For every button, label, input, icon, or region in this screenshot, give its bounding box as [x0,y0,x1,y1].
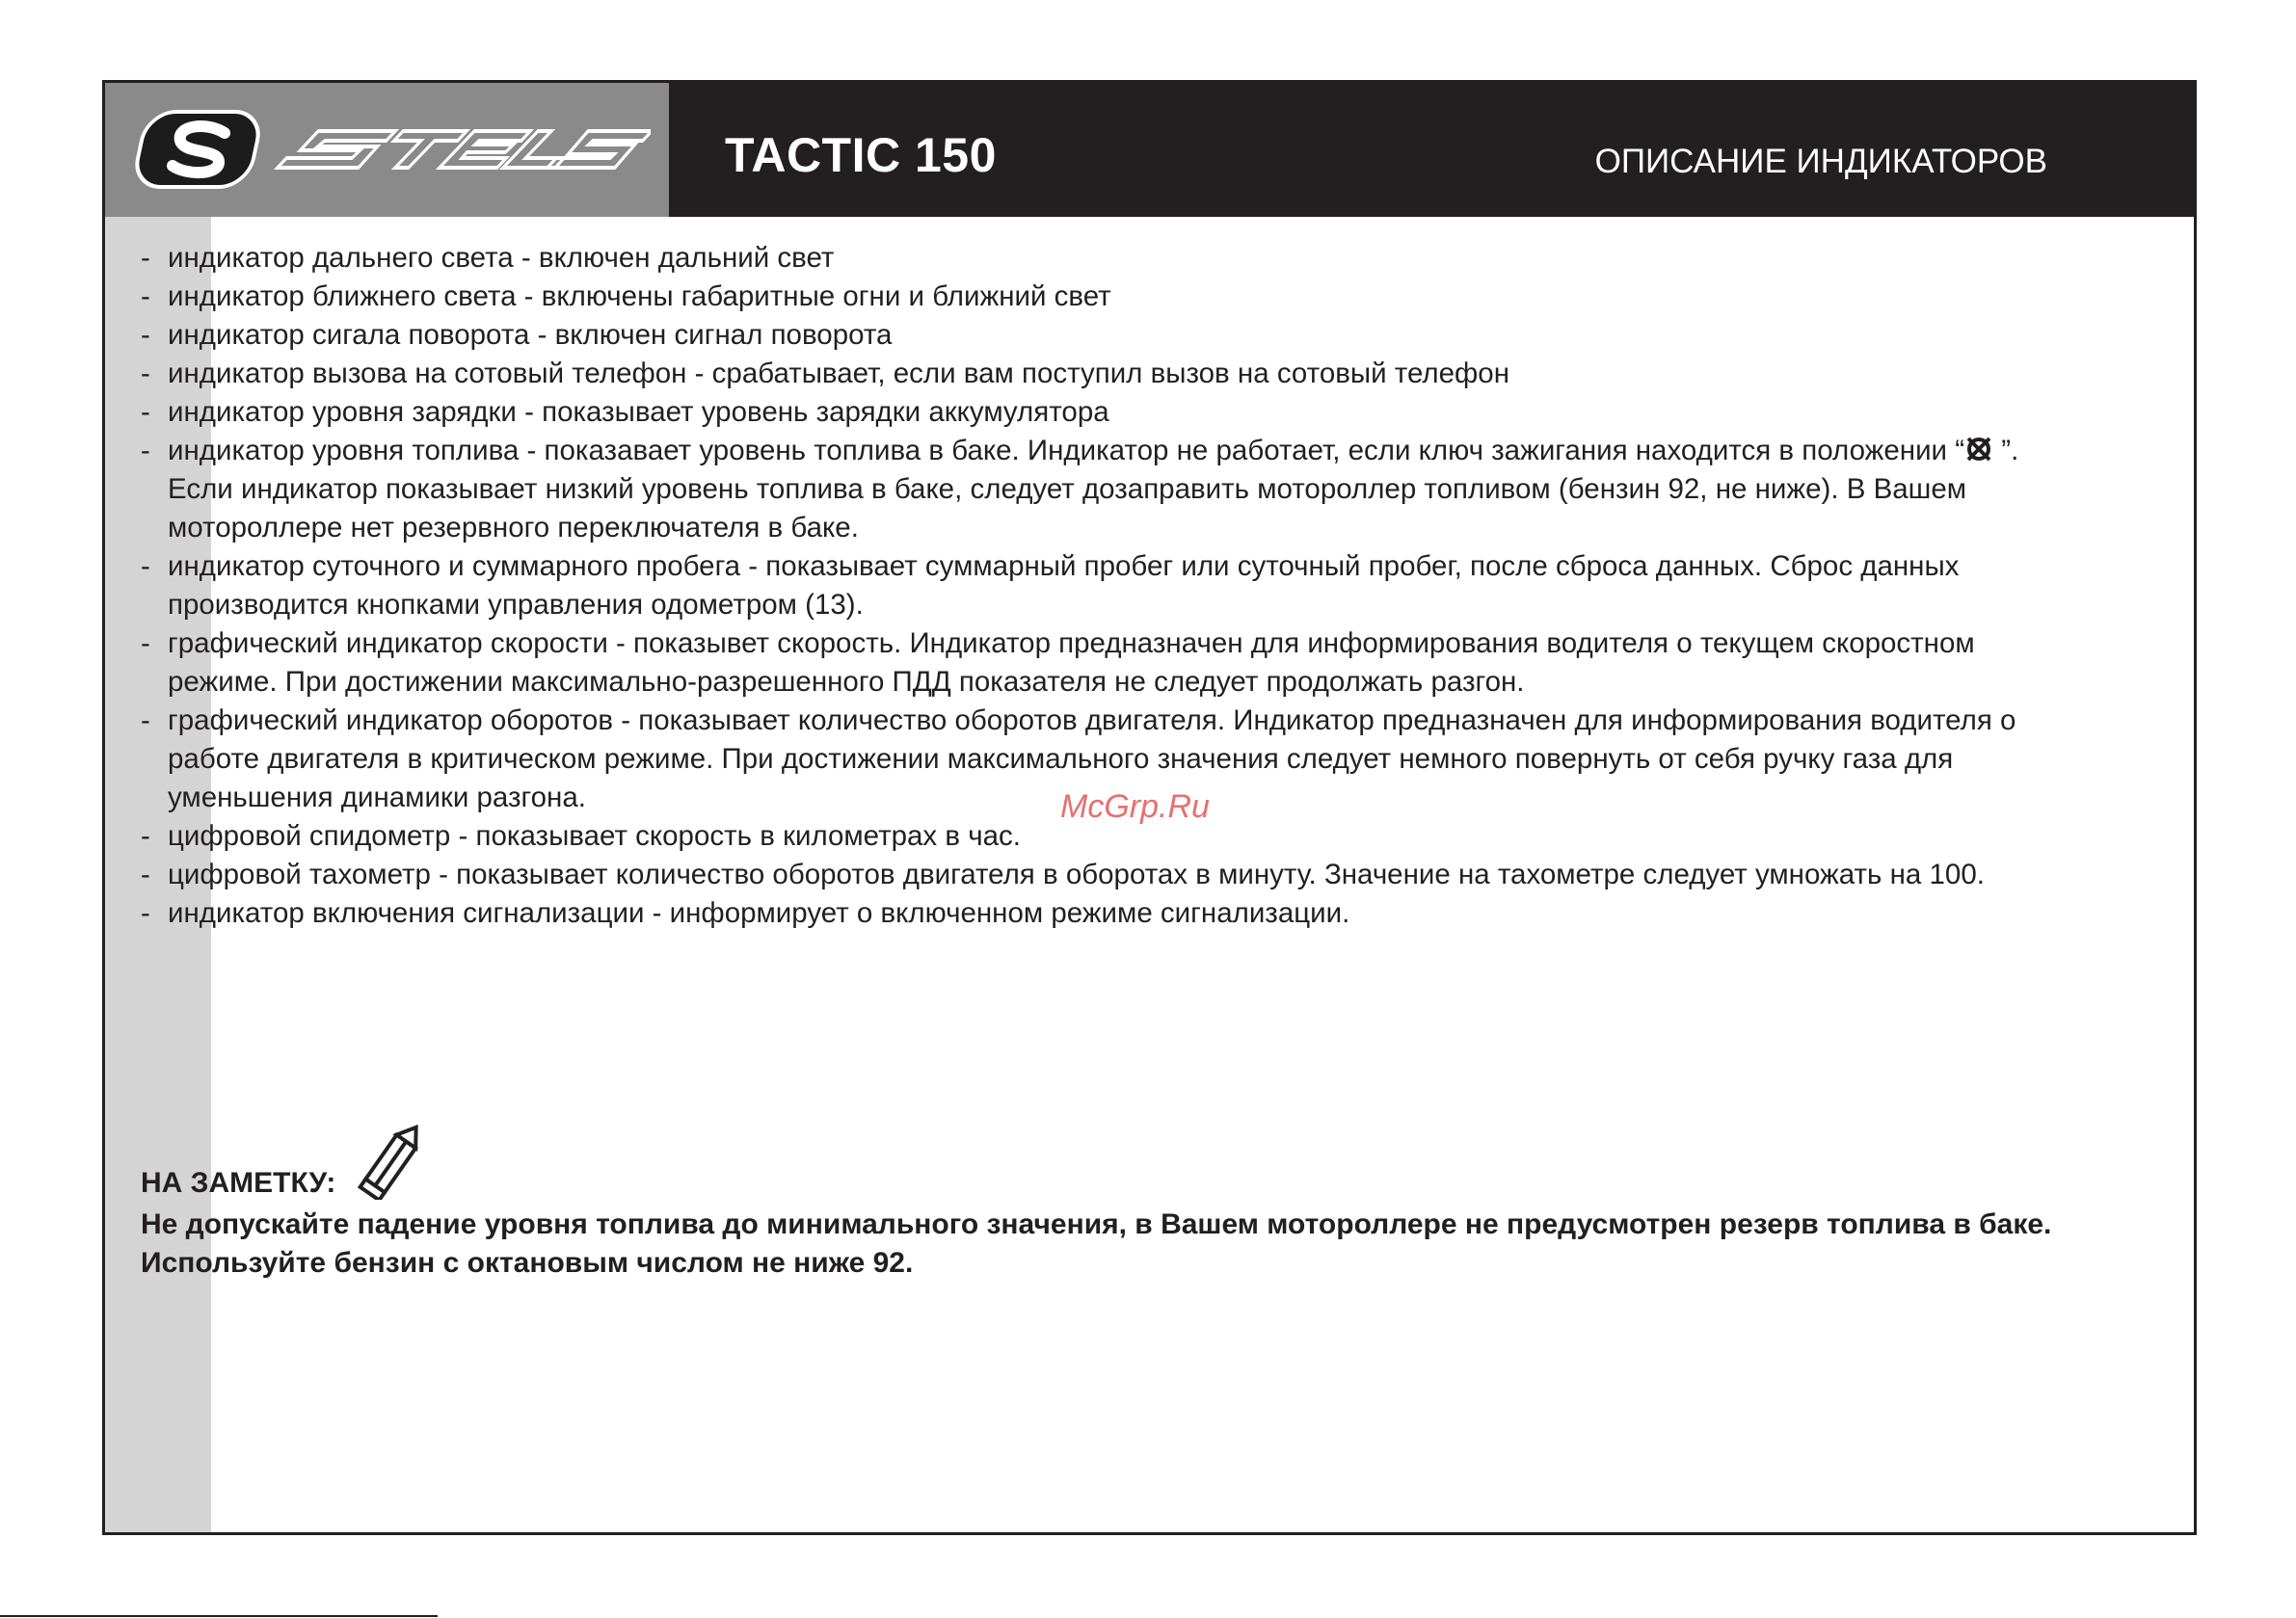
note-heading: НА ЗАМЕТКУ: [141,1167,336,1199]
note-heading-row [141,1123,2078,1200]
list-item: - индикатор суточного и суммарного пробега - показывает суммарный пробег или суточный пробег, после сброса данных. Сброс данных производится кнопками управления одометром (13). [141,550,1960,621]
section-title: ОПИСАНИЕ ИНДИКАТОРОВ [1594,143,2047,180]
list-item: - цифровой спидометр - показывает скорость в километрах в час. [141,820,1021,852]
indicator-description-list [141,239,2078,933]
list-item: - цифровой тахометр - показывает количество оборотов двигателя в оборотах в минуту. Значение на тахометре следует умножать на 100. [141,859,1985,890]
list-item: - индикатор вызова на сотовый телефон - срабатывает, если вам поступил вызов на сотовый телефон [141,358,1509,389]
list-item: - индикатор дальнего света - включен дальний свет [141,242,835,274]
ignition-off-icon [1964,435,1993,464]
list-item: - индикатор ближнего света - включены габаритные огни и ближний свет [141,280,1111,312]
list-item: - индикатор включения сигнализации - информирует о включенном режиме сигнализации. [141,897,1350,929]
list-item: - индикатор уровня топлива - показавает уровень топлива в баке. Индикатор не работает, если ключ зажигания находится в положении “ ”. Если индикатор показывает низкий уровень топлива в баке, следует дозаправить мотороллер топливом (бензин 92, не ниже). В Вашем мотороллере нет резервного переключателя в баке. [141,435,2019,544]
footer-line [0,1615,438,1617]
list-item: - графический индикатор скорости - показывет скорость. Индикатор предназначен для информирования водителя о текущем скоростном режиме. При достижении максимально-разрешенного ПДД показателя не следует продолжать разгон. [141,627,1975,698]
header-bar [105,83,2194,217]
logo-block [105,83,669,217]
note-body: Не допускайте падение уровня топлива до минимального значения, в Вашем мотороллере не предусмотрен резерв топлива в баке. Используйте бензин с октановым числом не ниже 92. [141,1208,2052,1279]
note-block [141,1123,2078,1283]
watermark: McGrp.Ru [1060,788,1210,825]
list-item: - графический индикатор оборотов - показывает количество оборотов двигателя. Индикатор предназначен для информирования водителя о работе двигателя в критическом режиме. При достижении максимального значения следует немного повернуть от себя ручку газа для уменьшения динамики разгона. [141,704,2016,813]
pencil-icon [349,1123,436,1200]
list-item: - индикатор сигала поворота - включен сигнал поворота [141,319,893,351]
list-item: - индикатор уровня зарядки - показывает уровень зарядки аккумулятора [141,396,1109,428]
stels-logo [130,104,651,200]
title-block [669,83,2194,217]
model-title: TACTIC 150 [725,128,997,182]
